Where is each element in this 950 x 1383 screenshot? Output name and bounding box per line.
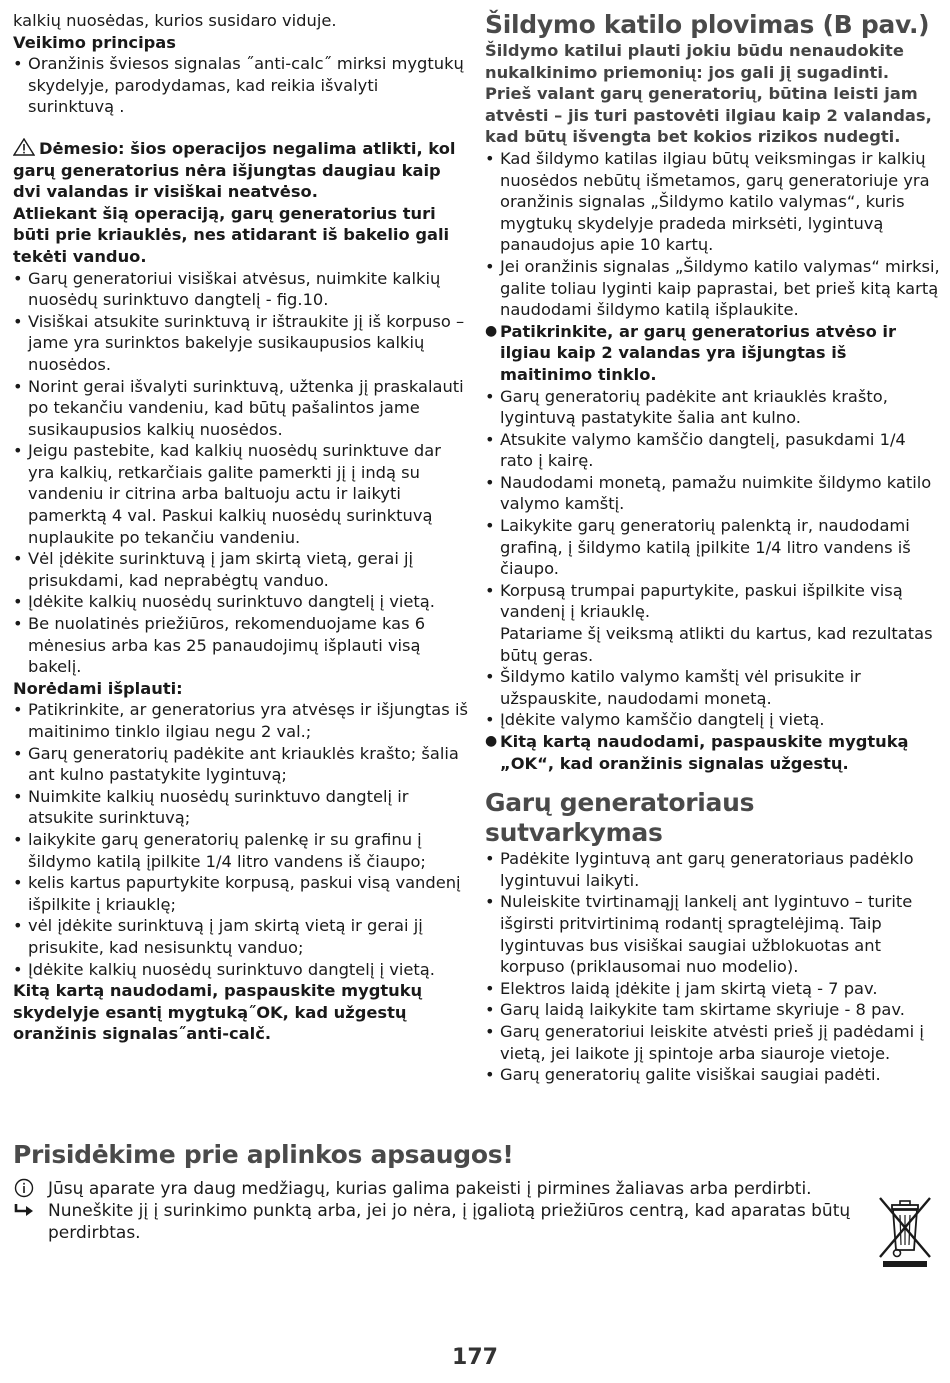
page-number: 177 — [452, 1345, 498, 1370]
crossed-bin-icon — [875, 1195, 935, 1270]
recycle-text: Nuneškite jį į surinkimo punktą arba, jei jo nėra, į įgaliotą priežiūros centrą, kad aparatas būtų perdirbtas. — [48, 1201, 851, 1243]
principle-heading: Veikimo principas — [13, 32, 176, 52]
storage-step: • Garų laidą laikykite tam skirtame skyriuje - 8 pav. — [485, 999, 940, 1021]
info-text: Jūsų aparate yra daug medžiagų, kurias galima pakeisti į pirmines žaliavas arba perdirbti. — [48, 1179, 812, 1199]
storage-step: • Padėkite lygintuvą ant garų generatoriaus padėklo lygintuvui laikyti. — [485, 848, 940, 891]
principle-item: • Oranžinis šviesos signalas ˝anti-calc˝ mirksi mygtukų skydelyje, parodydamas, kad reikia išvalyti surinktuvą . — [13, 53, 468, 118]
warning-icon — [13, 138, 35, 156]
warning-extra: Atliekant šią operaciją, garų generatorius turi būti prie kriauklės, nes atidarant iš bakelio gali tekėti vanduo. — [13, 203, 450, 266]
left-column — [13, 10, 468, 1045]
section-title-boiler: Šildymo katilo plovimas (B pav.) — [485, 10, 930, 39]
boiler-step: • Naudodami monetą, pamažu nuimkite šildymo katilo valymo kamštį. — [485, 472, 940, 515]
arrow-right-icon — [13, 1200, 35, 1226]
boiler-step: • Šildymo katilo valymo kamštį vėl prisukite ir užspauskite, naudodami monetą. — [485, 666, 940, 709]
closing-note: Kitą kartą naudodami, paspauskite mygtukų skydelyje esantį mygtuką˝OK, kad užgestų oranžinis signalas˝anti-calč. — [13, 981, 423, 1044]
rinse-step: • Įdėkite kalkių nuosėdų surinktuvo dangtelį į vietą. — [13, 959, 468, 981]
storage-step: • Garų generatorių galite visiškai saugiai padėti. — [485, 1064, 940, 1086]
boiler-steps — [485, 148, 940, 623]
warning-text: Dėmesio: šios operacijos negalima atlikti, kol garų generatorius nėra išjungtas daugiau kaip dvi valandas ir visiškai neatvėso. — [13, 138, 456, 202]
storage-step: • Garų generatoriui leiskite atvėsti prieš jį padėdami į vietą, jei laikote jį spintoje arba siauroje vietoje. — [485, 1021, 940, 1064]
rinse-steps — [13, 699, 468, 980]
cleaning-step: • Įdėkite kalkių nuosėdų surinktuvo dangtelį į vietą. — [13, 591, 468, 613]
environment-title: Prisidėkime prie aplinkos apsaugos! — [13, 1140, 514, 1169]
environment-info — [13, 1178, 933, 1200]
storage-step: • Elektros laidą įdėkite į jam skirtą vietą - 7 pav. — [485, 978, 940, 1000]
boiler-steps-2 — [485, 666, 940, 774]
right-column — [485, 10, 940, 1086]
rinse-step: • vėl įdėkite surinktuvą į jam skirtą vietą ir gerai jį prisukite, kad nesisunktų vanduo; — [13, 915, 468, 958]
boiler-step: • Kad šildymo katilas ilgiau būtų veiksmingas ir kalkių nuosėdos nebūtų išmetamos, garų generatoriuje yra oranžinis signalas „Šildymo katilo valymas“, kuris mygtukų skydelyje pradeda mirksėti, lygintuvą panaudojus apie 10 kartų. — [485, 148, 940, 256]
advice-note: Patariame šį veiksmą atlikti du kartus, kad rezultatas būtų geras. — [500, 624, 933, 665]
boiler-step: • Jei oranžinis signalas „Šildymo katilo valymas“ mirksi, galite toliau lyginti kaip paprastai, bet prieš kitą kartą naudodami šildymo katilą išplaukite. — [485, 256, 940, 321]
boiler-step: • Įdėkite valymo kamščio dangtelį į vietą. — [485, 709, 940, 731]
boiler-step: • Garų generatorių padėkite ant kriauklės krašto, lygintuvą pastatykite šalia ant kulno. — [485, 386, 940, 429]
environment-section — [13, 1140, 933, 1244]
rinse-heading: Norėdami išplauti: — [13, 678, 183, 698]
boiler-step: ● Kitą kartą naudodami, paspauskite mygtuką „OK“, kad oranžinis signalas užgestų. — [485, 731, 940, 774]
boiler-step: • Laikykite garų generatorių palenktą ir, naudodami grafiną, į šildymo katilą įpilkite 1/4 litro vandens iš čiaupo. — [485, 515, 940, 580]
cleaning-steps — [13, 268, 468, 678]
cleaning-step: • Vėl įdėkite surinktuvą į jam skirtą vietą, gerai jį prisukdami, kad neprabėgtų vanduo. — [13, 548, 468, 591]
intro-line: kalkių nuosėdas, kurios susidaro viduje. — [13, 11, 337, 30]
rinse-step: • kelis kartus papurtykite korpusą, paskui visą vandenį išpilkite į kriauklę; — [13, 872, 468, 915]
warning-block — [13, 138, 468, 268]
rinse-step: • laikykite garų generatorių palenkę ir su grafinu į šildymo katilą įpilkite 1/4 litro vandens iš čiaupo; — [13, 829, 468, 872]
boiler-step: ● Patikrinkite, ar garų generatorius atvėso ir ilgiau kaip 2 valandas yra išjungtas iš maitinimo tinklo. — [485, 321, 940, 386]
cleaning-step: • Be nuolatinės priežiūros, rekomenduojame kas 6 mėnesius arba kas 25 panaudojimų išplauti visą bakelį. — [13, 613, 468, 678]
rinse-step: • Patikrinkite, ar generatorius yra atvėsęs ir išjungtas iš maitinimo tinklo ilgiau negu 2 val.; — [13, 699, 468, 742]
cleaning-step: • Visiškai atsukite surinktuvą ir ištraukite jį iš korpuso – jame yra surinktos bakelyje susikaupusios kalkių nuosėdos. — [13, 311, 468, 376]
storage-step: • Nuleiskite tvirtinamąjį lankelį ant lygintuvo – turite išgirsti pritvirtinimą rodantį spragtelėjimą. Taip lygintuvas bus visiškai saugiai užblokuotas ant korpuso (priklausomai nuo modelio). — [485, 891, 940, 977]
boiler-step: • Korpusą trumpai papurtykite, paskui išpilkite visą vandenį į kriauklę. — [485, 580, 940, 623]
rinse-step: • Garų generatorių padėkite ant kriauklės krašto; šalia ant kulno pastatykite lygintuvą; — [13, 743, 468, 786]
cleaning-step: • Norint gerai išvalyti surinktuvą, užtenka jį praskalauti po tekančiu vandeniu, kad būtų pašalintos jame susikaupusios kalkių nuosėdos. — [13, 376, 468, 441]
environment-recycle — [13, 1200, 933, 1244]
cleaning-step: • Jeigu pastebite, kad kalkių nuosėdų surinktuve dar yra kalkių, retkarčiais galite pamerkti jį į indą su vandeniu ir citrina arba baltuoju actu ir laikyti pamerktą 4 val. Paskui kalkių nuosėdų surinktuvą nuplaukite po tekančiu vandeniu. — [13, 440, 468, 548]
cleaning-step: • Garų generatoriui visiškai atvėsus, nuimkite kalkių nuosėdų surinktuvo dangtelį - fig.10. — [13, 268, 468, 311]
principle-list — [13, 53, 468, 118]
boiler-step: • Atsukite valymo kamščio dangtelį, pasukdami 1/4 rato į kairę. — [485, 429, 940, 472]
boiler-intro: Šildymo katilui plauti jokiu būdu nenaudokite nukalkinimo priemonių: jos gali jį sugadinti. Prieš valant garų generatorių, būtina leisti jam atvėsti – jis turi pastovėti ilgiau kaip 2 valandas, kad būtų išvengta bet kokios rizikos nudegti. — [485, 41, 932, 147]
rinse-step: • Nuimkite kalkių nuosėdų surinktuvo dangtelį ir atsukite surinktuvą; — [13, 786, 468, 829]
section-title-storage: Garų generatoriaus sutvarkymas — [485, 788, 755, 848]
storage-steps — [485, 848, 940, 1086]
